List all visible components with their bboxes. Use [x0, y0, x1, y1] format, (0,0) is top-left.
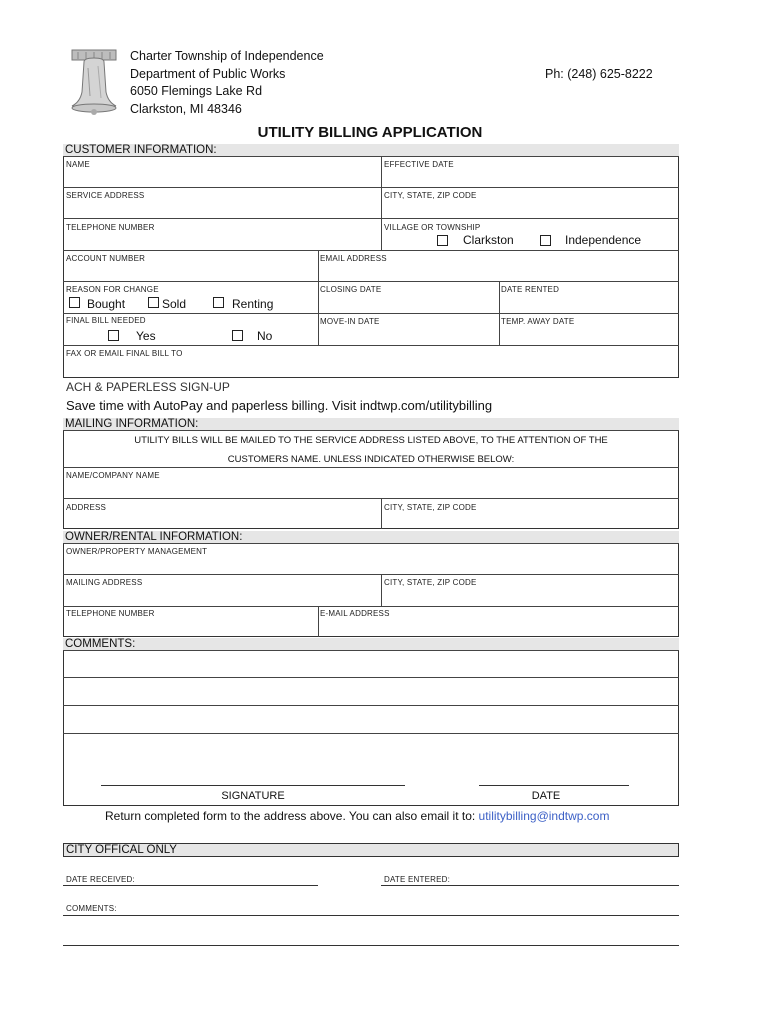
account-number-field[interactable]: ACCOUNT NUMBER	[66, 254, 146, 263]
org-name: Charter Township of Independence	[130, 49, 324, 63]
no-label: No	[257, 329, 273, 343]
owner-telephone-field[interactable]: TELEPHONE NUMBER	[66, 609, 155, 618]
service-city-state-zip-field[interactable]: CITY, STATE, ZIP CODE	[384, 191, 477, 200]
comment-line-1[interactable]	[63, 677, 679, 678]
signature-label: SIGNATURE	[221, 790, 285, 802]
bought-checkbox[interactable]	[69, 297, 80, 308]
owner-mailing-address-field[interactable]: MAILING ADDRESS	[66, 578, 143, 587]
owner-city-state-zip-field[interactable]: CITY, STATE, ZIP CODE	[384, 578, 477, 587]
reason-for-change-label: REASON FOR CHANGE	[66, 285, 159, 294]
sold-label: Sold	[162, 297, 187, 311]
owner-management-field[interactable]: OWNER/PROPERTY MANAGEMENT	[66, 547, 208, 556]
date-rented-field[interactable]: DATE RENTED	[501, 285, 560, 294]
telephone-field[interactable]: TELEPHONE NUMBER	[66, 223, 155, 232]
org-department: Department of Public Works	[130, 66, 286, 81]
sold-checkbox[interactable]	[148, 297, 159, 308]
org-street: 6050 Flemings Lake Rd	[130, 84, 263, 98]
form-title: UTILITY BILLING APPLICATION	[257, 124, 483, 141]
org-city: Clarkston, MI 48346	[130, 101, 242, 116]
date-entered-label: DATE ENTERED:	[384, 875, 451, 884]
yes-label: Yes	[136, 329, 156, 343]
closing-date-field[interactable]: CLOSING DATE	[320, 285, 382, 294]
liberty-bell-icon	[68, 48, 120, 116]
mailing-notice-line2: CUSTOMERS NAME. UNLESS INDICATED OTHERWISE BELOW:	[227, 454, 515, 465]
comment-line-2[interactable]	[63, 705, 679, 706]
mailing-address-field[interactable]: ADDRESS	[66, 503, 107, 512]
renting-checkbox[interactable]	[213, 297, 224, 308]
ach-text: Save time with AutoPay and paperless billing. Visit indtwp.com/utilitybilling	[66, 398, 493, 413]
fax-email-final-bill-field[interactable]: FAX OR EMAIL FINAL BILL TO	[66, 349, 183, 358]
mailing-info-section: MAILING INFORMATION:	[63, 418, 679, 431]
city-official-section: CITY OFFICAL ONLY	[63, 843, 679, 857]
clarkston-label: Clarkston	[463, 233, 514, 247]
final-bill-needed-label: FINAL BILL NEEDED	[66, 316, 146, 325]
name-field[interactable]: NAME	[66, 160, 90, 169]
mailing-name-company-field[interactable]: NAME/COMPANY NAME	[66, 471, 160, 480]
owner-info-section: OWNER/RENTAL INFORMATION:	[63, 531, 679, 544]
village-township-label: VILLAGE OR TOWNSHIP	[384, 223, 481, 232]
email-address-field[interactable]: EMAIL ADDRESS	[320, 254, 387, 263]
customer-info-section: CUSTOMER INFORMATION:	[63, 144, 679, 157]
official-comments-line-2[interactable]	[63, 945, 679, 946]
ach-heading: ACH & PAPERLESS SIGN-UP	[66, 380, 230, 394]
return-note	[105, 809, 609, 823]
comments-section: COMMENTS:	[63, 638, 679, 651]
comments-box	[63, 638, 679, 806]
date-received-line[interactable]	[63, 885, 318, 886]
return-email-link[interactable]: utilitybilling@indtwp.com	[478, 809, 610, 823]
mailing-city-state-zip-field[interactable]: CITY, STATE, ZIP CODE	[384, 503, 477, 512]
official-comments-line-1[interactable]	[63, 915, 679, 916]
bought-label: Bought	[87, 297, 126, 311]
no-checkbox[interactable]	[232, 330, 243, 341]
move-in-date-field[interactable]: MOVE-IN DATE	[320, 317, 380, 326]
mailing-notice-line1: UTILITY BILLS WILL BE MAILED TO THE SERVICE ADDRESS LISTED ABOVE, TO THE ATTENTION OF THE	[134, 435, 608, 446]
comment-line-3[interactable]	[63, 733, 679, 734]
independence-label: Independence	[565, 233, 642, 247]
service-address-field[interactable]: SERVICE ADDRESS	[66, 191, 145, 200]
return-note-text: Return completed form to the address above. You can also email it to:	[105, 809, 479, 823]
clarkston-checkbox[interactable]	[437, 235, 448, 246]
date-received-label: DATE RECEIVED:	[66, 875, 135, 884]
official-comments-label: COMMENTS:	[66, 904, 117, 913]
signature-line[interactable]	[101, 785, 405, 786]
date-entered-line[interactable]	[381, 885, 679, 886]
yes-checkbox[interactable]	[108, 330, 119, 341]
date-label: DATE	[531, 790, 561, 802]
independence-checkbox[interactable]	[540, 235, 551, 246]
date-line[interactable]	[479, 785, 629, 786]
owner-email-field[interactable]: E-MAIL ADDRESS	[320, 609, 390, 618]
effective-date-field[interactable]: EFFECTIVE DATE	[384, 160, 454, 169]
temp-away-date-field[interactable]: TEMP. AWAY DATE	[501, 317, 575, 326]
renting-label: Renting	[232, 297, 274, 311]
org-phone: Ph: (248) 625-8222	[545, 66, 653, 81]
